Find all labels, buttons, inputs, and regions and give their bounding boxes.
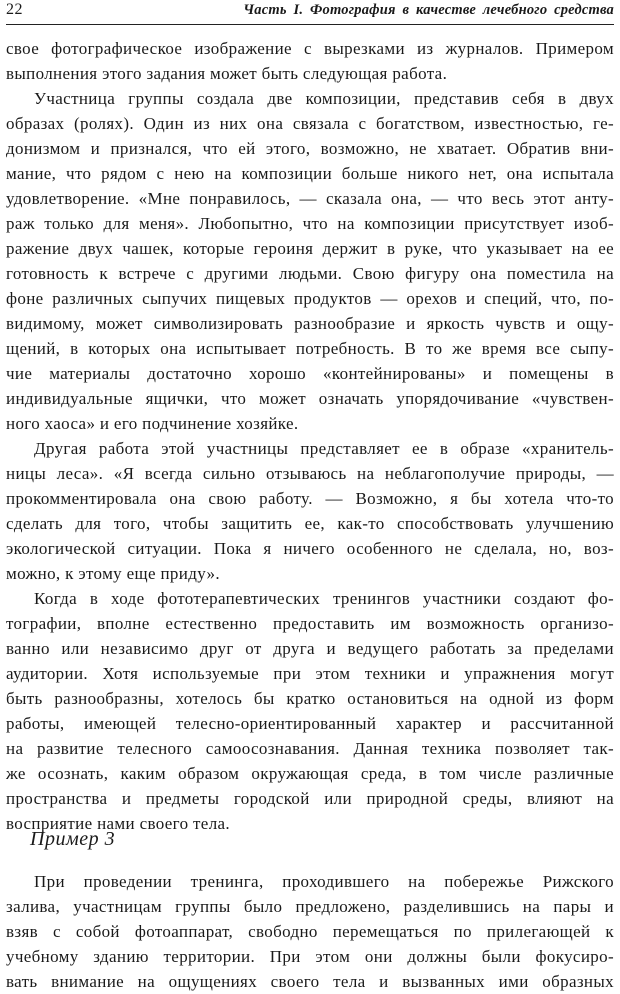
text-line: выполнения этого задания может быть следующая работа.: [6, 64, 448, 83]
body-text: [6, 36, 614, 836]
text-line: видимому, может символизировать разнообразие и яркость чувств и ощу-: [6, 314, 614, 333]
text-line: быть разнообразны, хотелось бы кратко остановиться на одной из форм: [6, 689, 614, 708]
text-line: Участница группы создала две композиции, представив себя в двух: [34, 89, 614, 108]
text-line: прокомментировала она свою работу. — Возможно, я бы хотела что-то: [6, 489, 614, 508]
text-line: готовность к встрече с другими людьми. Свою фигуру она поместила на: [6, 264, 614, 283]
text-line: взяв с собой фотоаппарат, свободно перемещаться по прилегающей к: [6, 922, 614, 941]
text-line: При проведении тренинга, проходившего на побережье Рижского: [34, 872, 614, 891]
text-line: работы, имеющей телесно-ориентированный характер и рассчитанной: [6, 714, 614, 733]
text-line: восприятие нами своего тела.: [6, 814, 231, 833]
page-number: 22: [6, 1, 23, 18]
text-line: тографии, вполне естественно предоставить им возможность организо-: [6, 614, 614, 633]
text-line: пространства и предметы городской или природной среды, влияют на: [6, 789, 614, 808]
text-line: свое фотографическое изображение с вырезками из журналов. Примером: [6, 39, 614, 58]
text-line: аудитории. Хотя используемые при этом техники и упражнения могут: [6, 664, 614, 683]
text-line: удовлетворение. «Мне понравилось, — сказала она, — что весь этот анту-: [6, 189, 614, 208]
section-heading: Пример 3: [30, 828, 116, 850]
text-line: учебному зданию территории. При этом они должны были фокусиро-: [6, 947, 614, 966]
text-line: ражение двух чашек, которые героиня держит в руке, что указывает на ее: [6, 239, 614, 258]
text-line: чие материалы достаточно хорошо «контейнированы» и помещены в: [6, 364, 614, 383]
text-line: экологической ситуации. Пока я ничего особенного не сделала, но, воз-: [6, 539, 614, 558]
running-head: Часть I. Фотография в качестве лечебного средства: [243, 2, 614, 18]
text-line: на развитие телесного самоосознавания. Данная техника позволяет так-: [6, 739, 614, 758]
text-line: Другая работа этой участницы представляет ее в образе «хранитель-: [34, 439, 614, 458]
text-line: мание, что рядом с нею на композиции больше никого нет, она испытала: [6, 164, 614, 183]
text-line: индивидуальные ящички, что может означать упорядочивание «чувствен-: [6, 389, 614, 408]
text-line: раж только для меня». Любопытно, что на композиции присутствует изоб-: [6, 214, 614, 233]
text-line: сделать для того, чтобы защитить ее, как-то способствовать улучшению: [6, 514, 614, 533]
text-line: же осознать, каким образом окружающая среда, в том числе различные: [6, 764, 614, 783]
text-line: донизмом и признался, что ей этого, возможно, не хватает. Обратив вни-: [6, 139, 614, 158]
text-line: залива, участницам группы было предложено, разделившись на пары и: [6, 897, 614, 916]
text-line: ницы леса». «Я всегда сильно отзываюсь на неблагополучие природы, —: [6, 464, 614, 483]
text-line: образах (ролях). Один из них она связала с богатством, известностью, ге-: [6, 114, 614, 133]
text-line: щений, в которых она испытывает потребность. В то же время все сыпу-: [6, 339, 614, 358]
text-line: ванно или независимо друг от друга и ведущего работать за пределами: [6, 639, 614, 658]
text-line: Когда в ходе фототерапевтических тренингов участники создают фо-: [34, 589, 614, 608]
page-header: [6, 0, 614, 25]
text-line: фоне различных сыпучих пищевых продуктов — орехов и специй, что, по-: [6, 289, 614, 308]
text-line: вать внимание на ощущениях своего тела и вызванных ими образных: [6, 972, 614, 991]
text-line: ного хаоса» и его подчинение хозяйке.: [6, 414, 299, 433]
body-text-continued: [6, 869, 614, 994]
text-line: можно, к этому еще приду».: [6, 564, 220, 583]
